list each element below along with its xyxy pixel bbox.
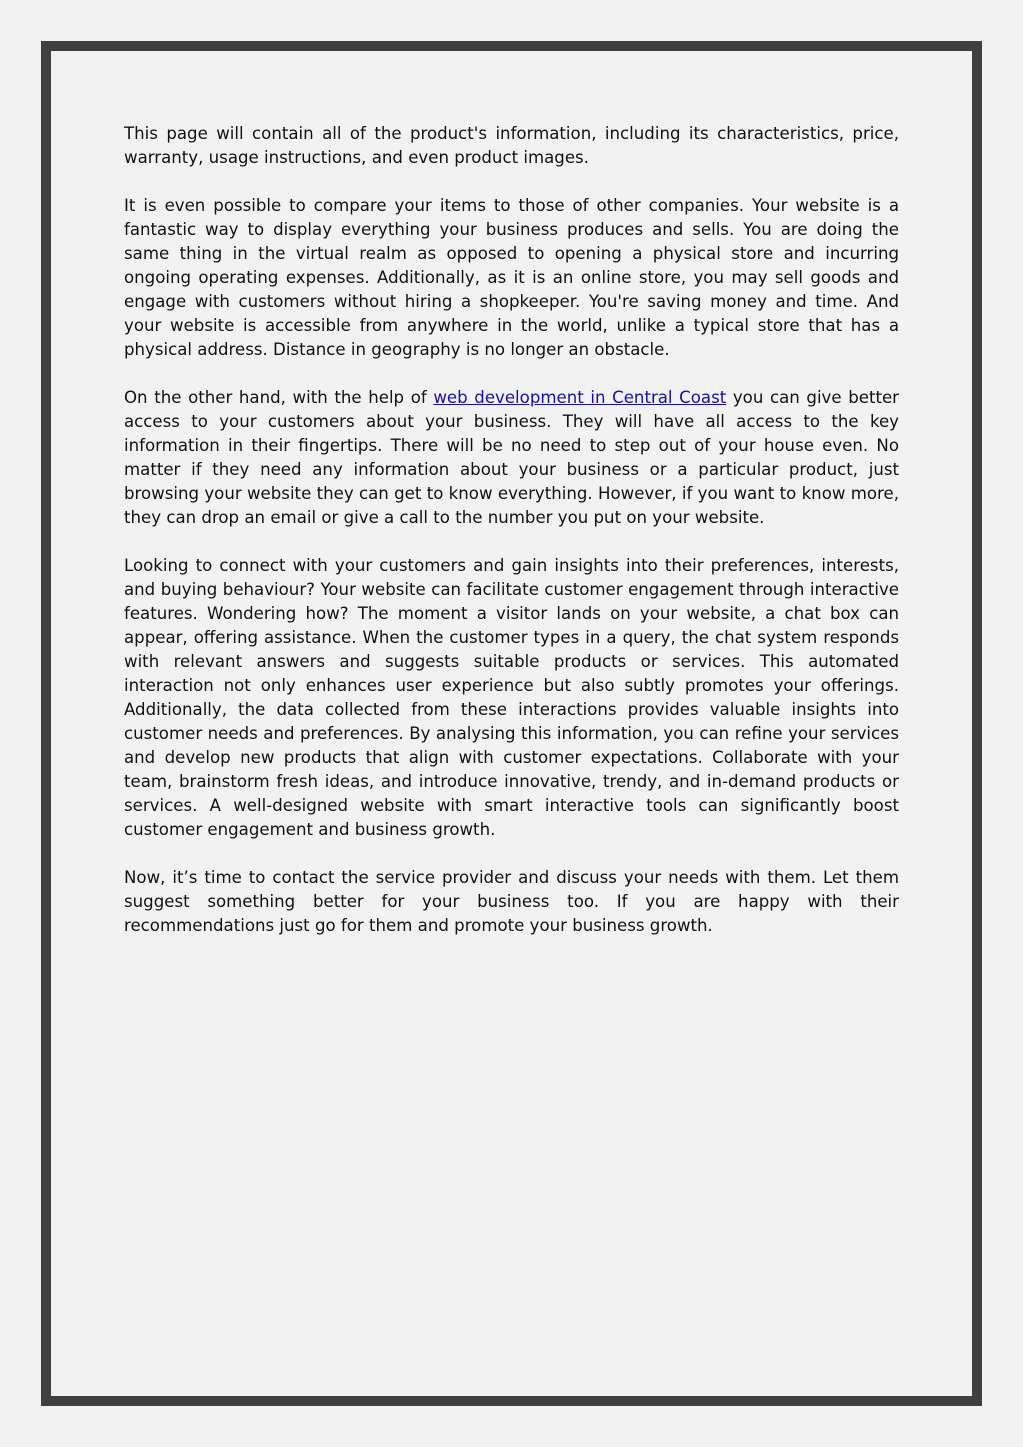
paragraph-web-development bbox=[124, 386, 899, 530]
paragraph-compare-items: It is even possible to compare your items to those of other companies. Your website is a fantastic way to display everything your business produces and sells. You are doing the same thing in the virtual realm as opposed to opening a physical store and incurring ongoing operating expenses. Additionally, as it is an online store, you may sell goods and engage with customers without hiring a shopkeeper. You're saving money and time. And your website is accessible from anywhere in the world, unlike a typical store that has a physical address. Distance in geography is no longer an obstacle. bbox=[124, 196, 899, 359]
paragraph-customer-engagement: Looking to connect with your customers and gain insights into their preferences, interests, and buying behaviour? Your website can facilitate customer engagement through interactive features. Wondering how? The moment a visitor lands on your website, a chat box can appear, offering assistance. When the customer types in a query, the chat system responds with relevant answers and suggests suitable products or services. This automated interaction not only enhances user experience but also subtly promotes your offerings. Additionally, the data collected from these interactions provides valuable insights into customer needs and preferences. By analysing this information, you can refine your services and develop new products that align with customer expectations. Collaborate with your team, brainstorm fresh ideas, and introduce innovative, trendy, and in-demand products or services. A well-designed website with smart interactive tools can significantly boost customer engagement and business growth. bbox=[124, 556, 899, 839]
document-page bbox=[41, 41, 982, 1406]
web-development-link[interactable]: web development in Central Coast bbox=[433, 388, 727, 407]
paragraph-contact-provider: Now, it’s time to contact the service provider and discuss your needs with them. Let them suggest something better for your business too. If you are happy with their recommendations just go for them and promote your business growth. bbox=[124, 868, 899, 935]
paragraph-text-after-link: you can give better access to your customers about your business. They will have all access to the key information in their fingertips. There will be no need to step out of your house even. No matter if they need any information about your business or a particular product, just browsing your website they can get to know everything. However, if you want to know more, they can drop an email or give a call to the number you put on your website. bbox=[124, 388, 899, 527]
paragraph-text-before-link: On the other hand, with the help of bbox=[124, 388, 434, 407]
paragraph-product-info: This page will contain all of the product's information, including its characteristics, price, warranty, usage instructions, and even product images. bbox=[124, 124, 899, 167]
document-body bbox=[124, 122, 899, 962]
